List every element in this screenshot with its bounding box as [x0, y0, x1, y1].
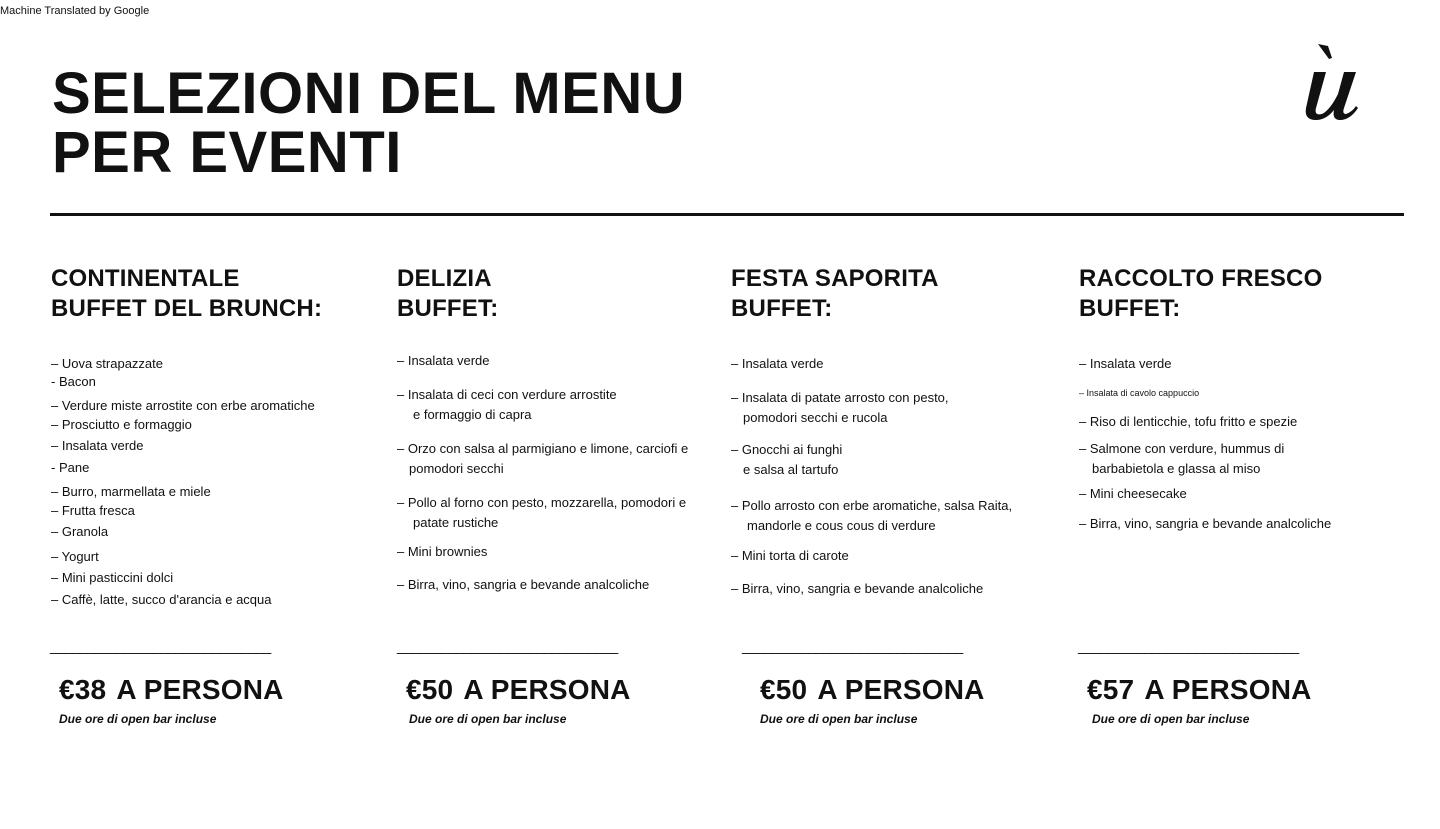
column-1-item: – Verdure miste arrostite con erbe aromatiche [51, 398, 315, 413]
column-4-item: – Insalata di cavolo cappuccio [1079, 388, 1200, 398]
column-3-price-label: A PERSONA [817, 674, 985, 705]
column-1-price-amount: €38 [59, 674, 107, 705]
column-2-item: – Insalata di ceci con verdure arrostite e formaggio di capra [397, 387, 617, 422]
column-4-item: – Mini cheesecake [1079, 486, 1187, 501]
header-divider [50, 213, 1404, 216]
column-2-item: – Insalata verde [397, 353, 490, 368]
column-1-price [59, 674, 284, 706]
column-3-open-bar-note: Due ore di open bar incluse [760, 712, 918, 726]
column-2-title: DELIZIA BUFFET: [397, 265, 499, 322]
column-2-price [406, 674, 631, 706]
column-1-title: CONTINENTALE BUFFET DEL BRUNCH: [51, 265, 323, 322]
column-2-price-amount: €50 [406, 674, 454, 705]
column-1-item: – Burro, marmellata e miele [51, 484, 211, 499]
page-title-line-2: PER EVENTI [52, 120, 402, 185]
column-1-item: – Uova strapazzate [51, 356, 164, 371]
column-4-price [1087, 674, 1312, 706]
column-3-price-amount: €50 [760, 674, 808, 705]
column-1-item: - Pane [51, 460, 90, 475]
column-1-item: - Bacon [51, 374, 96, 389]
column-1-item: – Prosciutto e formaggio [51, 417, 192, 432]
column-1-item: – Frutta fresca [51, 503, 135, 518]
column-4-item: – Birra, vino, sangria e bevande analcoliche [1079, 516, 1332, 531]
column-1-price-label: A PERSONA [116, 674, 284, 705]
column-4-price-divider: ______________________________ [1078, 638, 1299, 655]
column-2-item: – Birra, vino, sangria e bevande analcoliche [397, 577, 650, 592]
column-3-title: FESTA SAPORITA BUFFET: [731, 265, 939, 322]
column-3-item: – Birra, vino, sangria e bevande analcoliche [731, 581, 984, 596]
column-3-item: – Mini torta di carote [731, 548, 849, 563]
column-2-item: – Mini brownies [397, 544, 488, 559]
column-4-title: RACCOLTO FRESCO BUFFET: [1079, 265, 1323, 322]
column-2-item: – Pollo al forno con pesto, mozzarella, pomodori e patate rustiche [397, 495, 687, 530]
column-4-price-label: A PERSONA [1144, 674, 1312, 705]
column-3-item: – Gnocchi ai funghi e salsa al tartufo [731, 442, 843, 477]
column-1-item: – Yogurt [51, 549, 99, 564]
machine-translation-note: Machine Translated by Google [0, 5, 150, 17]
column-1-price-divider: ______________________________ [50, 638, 271, 655]
column-2-item: – Orzo con salsa al parmigiano e limone, carciofi e pomodori secchi [397, 441, 689, 476]
column-2-open-bar-note: Due ore di open bar incluse [409, 712, 567, 726]
column-4-open-bar-note: Due ore di open bar incluse [1092, 712, 1250, 726]
column-3-price-divider: ______________________________ [742, 638, 963, 655]
page-title [52, 61, 686, 185]
u-grave-logo-icon [1296, 42, 1362, 122]
column-4-item: – Insalata verde [1079, 356, 1172, 371]
column-3-item: – Insalata di patate arrosto con pesto, pomodori secchi e rucola [731, 390, 949, 425]
column-3-item: – Pollo arrosto con erbe aromatiche, salsa Raita, mandorle e cous cous di verdure [731, 498, 1013, 533]
column-1-item: – Mini pasticcini dolci [51, 570, 174, 585]
column-4-price-amount: €57 [1087, 674, 1135, 705]
column-4-item: – Riso di lenticchie, tofu fritto e spezie [1079, 414, 1298, 429]
column-1-item: – Granola [51, 524, 109, 539]
column-3-price [760, 674, 985, 706]
page-title-line-1: SELEZIONI DEL MENU [52, 61, 686, 126]
column-1-open-bar-note: Due ore di open bar incluse [59, 712, 217, 726]
column-1-item: – Insalata verde [51, 438, 144, 453]
column-2-price-label: A PERSONA [463, 674, 631, 705]
column-2-price-divider: ______________________________ [397, 638, 618, 655]
column-4-item: – Salmone con verdure, hummus di barbabietola e glassa al miso [1079, 441, 1285, 476]
column-1-item: – Caffè, latte, succo d'arancia e acqua [51, 592, 272, 607]
column-3-item: – Insalata verde [731, 356, 824, 371]
